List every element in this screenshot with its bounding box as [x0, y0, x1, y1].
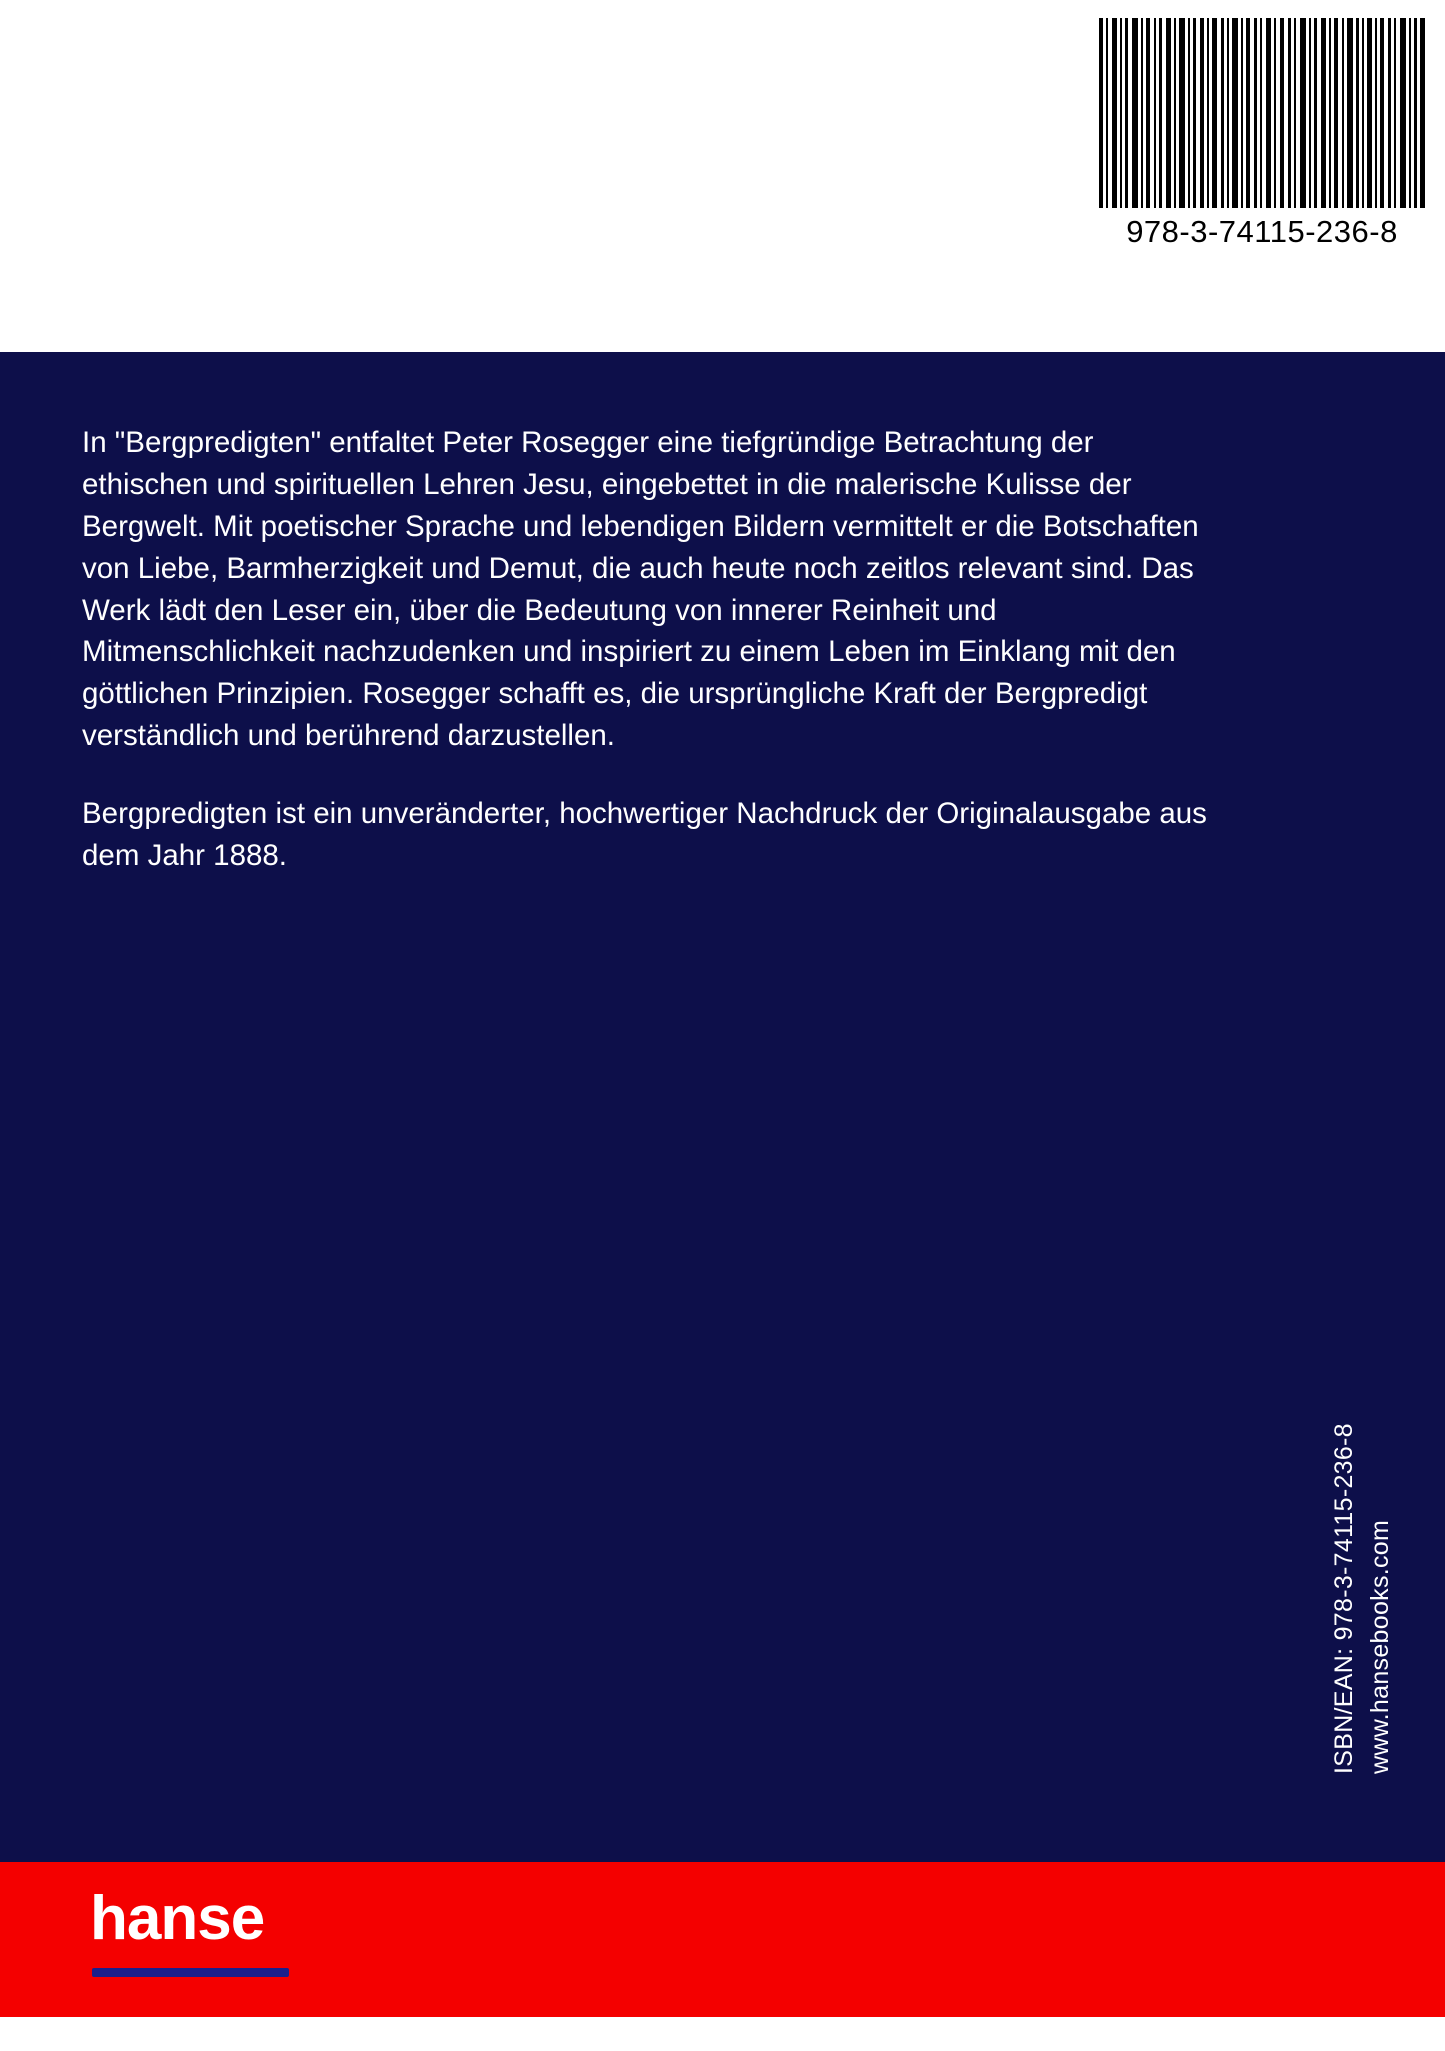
barcode-icon: [1097, 18, 1427, 208]
bottom-margin: [0, 2017, 1445, 2051]
description-paragraph-1: In "Bergpredigten" entfaltet Peter Rosegger eine tiefgründige Betrachtung der ethischen und spirituellen Lehren Jesu, eingebettet in die malerische Kulisse der Bergwelt. Mit poetischer Sprache und lebendigen Bildern vermittelt er die Botschaften von Liebe, Barmherzigkeit und Demut, die auch heute noch zeitlos relevant sind. Das Werk lädt den Leser ein, über die Bedeutung von innerer Reinheit und Mitmenschlichkeit nachzudenken und inspiriert zu einem Leben im Einklang mit den göttlichen Prinzipien. Rosegger schafft es, die ursprüngliche Kraft der Bergpredigt verständlich und berührend darzustellen.: [82, 426, 1199, 753]
description-paragraph-2: Bergpredigten ist ein unveränderter, hochwertiger Nachdruck der Originalausgabe aus dem Jahr 1888.: [82, 797, 1207, 872]
publisher-logo-underline: [92, 1968, 289, 1977]
description-panel: [0, 352, 1445, 1862]
barcode-area: [0, 0, 1445, 352]
isbn-ean-text: ISBN/EAN: 978-3-74115-236-8: [1330, 1423, 1358, 1774]
publisher-logo-text: hanse: [90, 1884, 265, 1953]
barcode-block: [1097, 18, 1427, 250]
barcode-number: 978-3-74115-236-8: [1126, 214, 1398, 249]
book-description: [82, 422, 1222, 877]
website-text: www.hansebooks.com: [1366, 1519, 1394, 1774]
publisher-band: [0, 1862, 1445, 2017]
vertical-isbn-block: [1330, 1254, 1417, 1774]
